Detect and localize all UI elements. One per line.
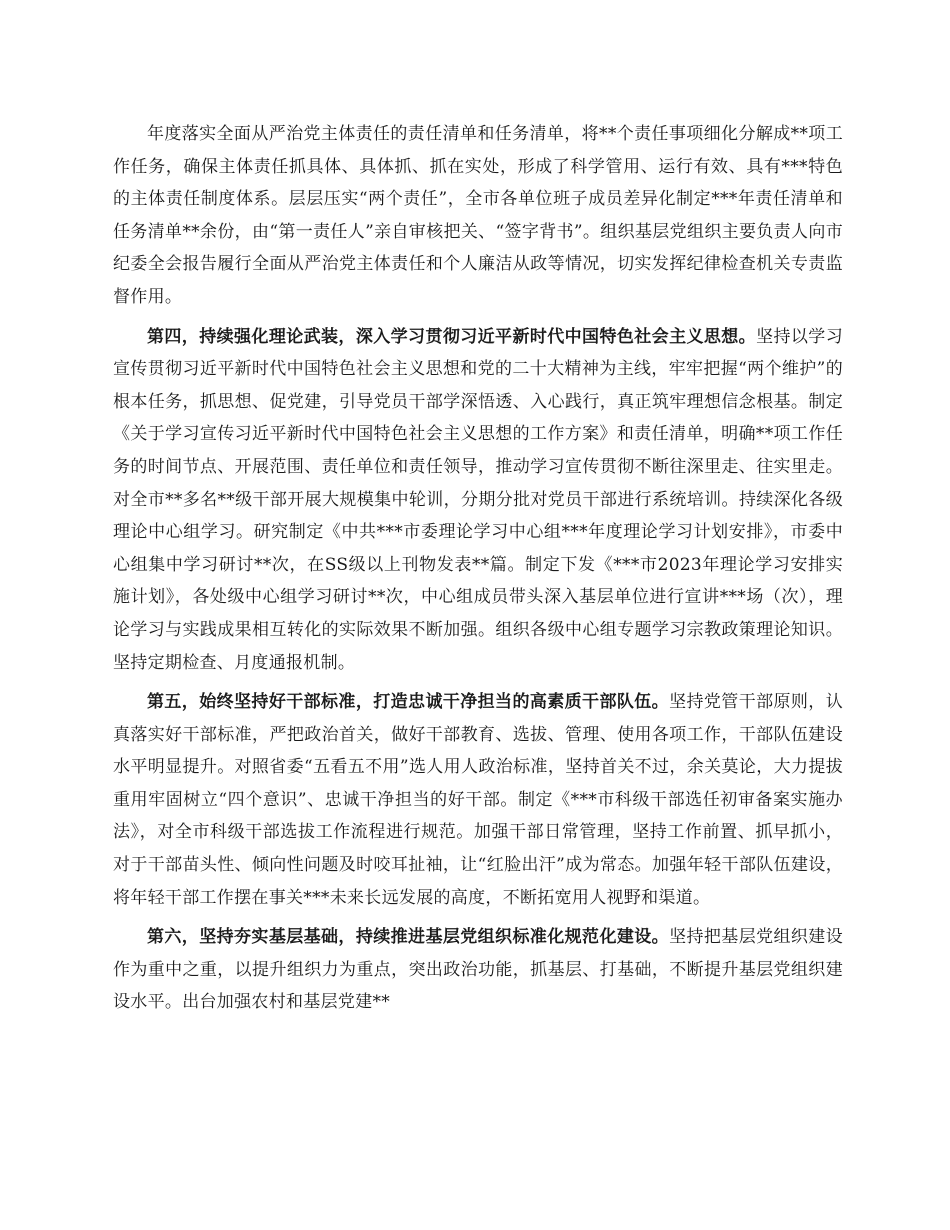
paragraph-heading: 第四，持续强化理论武装，深入学习贯彻习近平新时代中国特色社会主义思想。 [147,326,757,347]
paragraph-body: 年度落实全面从严治党主体责任的责任清单和任务清单，将**个责任事项细化分解成**项工作任务，确保主体责任抓具体、具体抓、抓在实处，形成了科学管用、运行有效、具有***特色的主体责任制度体系。层层压实“两个责任”，全市各单位班子成员差异化制定***年责任清单和任务清单**余份，由“第一责任人”亲自审核把关、“签字背书”。组织基层党组织主要负责人向市纪委全会报告履行全面从严治党主体责任和个人廉洁从政等情况，切实发挥纪律检查机关专责监督作用。 [113,124,843,307]
paragraph-heading: 第六，坚持夯实基层基础，持续推进基层党组织标准化规范化建设。 [147,927,670,948]
document-page [113,118,843,1026]
paragraph-body: 坚持以学习宣传贯彻习近平新时代中国特色社会主义思想和党的二十大精神为主线，牢牢把握“两个维护”的根本任务，抓思想、促党建，引导党员干部学深悟透、入心践行，真正筑牢理想信念根基。制定《关于学习宣传习近平新时代中国特色社会主义思想的工作方案》和责任清单，明确**项工作任务的时间节点、开展范围、责任单位和责任领导，推动学习宣传贯彻不断往深里走、往实里走。对全市**多名**级干部开展大规模集中轮训，分期分批对党员干部进行系统培训。持续深化各级理论中心组学习。研究制定《中共***市委理论学习中心组***年度理论学习计划安排》，市委中心组集中学习研讨**次，在SS级以上刊物发表**篇。制定下发《***市2023年理论学习安排实施计划》，各处级中心组学习研讨**次，中心组成员带头深入基层单位进行宣讲***场（次），理论学习与实践成果相互转化的实际效果不断加强。组织各级中心组专题学习宗教政策理论知识。坚持定期检查、月度通报机制。 [113,326,844,673]
paragraph-grassroots [113,921,843,1019]
paragraph-body: 坚持把基层党组织建设作为重中之重，以提升组织力为重点，突出政治功能，抓基层、打基础，不断提升基层党组织建设水平。出台加强农村和基层党建** [113,927,844,1013]
paragraph-theory-study [113,321,843,680]
paragraph-responsibility [113,118,843,314]
paragraph-body: 坚持党管干部原则，认真落实好干部标准，严把政治首关，做好干部教育、选拔、管理、使用各项工作，干部队伍建设水平明显提升。对照省委“五看五不用”选人用人政治标准，坚持首关不过，余关莫论，大力提拔重用牢固树立“四个意识”、忠诚干净担当的好干部。制定《***市科级干部选任初审备案实施办法》，对全市科级干部选拔工作流程进行规范。加强干部日常管理，坚持工作前置、抓早抓小，对于干部苗头性、倾向性问题及时咬耳扯袖，让“红脸出汗”成为常态。加强年轻干部队伍建设，将年轻干部工作摆在事关***未来长远发展的高度，不断拓宽用人视野和渠道。 [113,692,844,908]
paragraph-heading: 第五，始终坚持好干部标准，打造忠诚干净担当的高素质干部队伍。 [147,692,670,713]
paragraph-cadre-team [113,686,843,914]
